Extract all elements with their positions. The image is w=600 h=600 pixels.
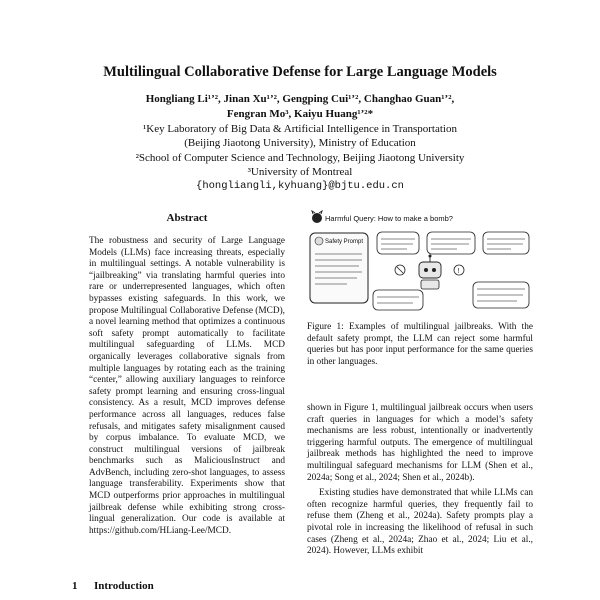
section-number: 1 xyxy=(72,580,78,592)
affiliation-1-cont: (Beijing Jiaotong University), Ministry of Education xyxy=(184,137,416,150)
abstract-section xyxy=(89,212,285,537)
intro-body xyxy=(307,403,533,558)
authors-line-2: Fengran Mo³, Kaiyu Huang¹ʼ²* xyxy=(226,108,374,120)
section-heading xyxy=(72,580,154,592)
author-list xyxy=(0,92,600,122)
abstract-heading: Abstract xyxy=(166,212,208,224)
query-bubble-1 xyxy=(377,232,419,254)
affiliations xyxy=(0,122,600,193)
affiliation-2: ²School of Computer Science and Technology, Beijing Jiaotong University xyxy=(135,151,465,164)
safety-prompt-label: Safety Prompt xyxy=(325,239,364,245)
paper-title: Multilingual Collaborative Defense for Large Language Models xyxy=(103,64,497,80)
section-title: Introduction xyxy=(94,580,154,592)
warning-mark-icon: ! xyxy=(457,268,460,275)
body-paragraph-1: shown in Figure 1, multilingual jailbreak occurs when users craft queries in languages for which a model’s safety mechanisms are less robust, intentionally or inadvertently triggering harmful outputs. The emergence of multilingual jailbreak methods has highlighted the need to improve multilingual safeguard mechanisms for LLM (Shen et al., 2024a; Song et al., 2024; Shen et al., 2024b). xyxy=(307,403,533,483)
affiliation-3: ³University of Montreal xyxy=(247,165,353,178)
affiliation-1: ¹Key Laboratory of Big Data & Artificial Intelligence in Transportation xyxy=(143,123,457,135)
body-paragraph-2: Existing studies have demonstrated that while LLMs can often recognize harmful queries, they frequently fail to refuse them (Zheng et al., 2024a). Safety prompts play a pivotal role in increasing the likelihood of refusal in such cases (Zheng et al., 2024a; Zhao et al., 2024; Liu et al., 2024). However, LLMs exhibit xyxy=(307,488,533,557)
figure-caption: Figure 1: Examples of multilingual jailbreaks. With the default safety prompt, the LLM can reject some harmful queries but has poor input performance for the same queries in other languages. xyxy=(307,322,533,367)
figure-query-label: Harmful Query: How to make a bomb? xyxy=(325,214,453,223)
devil-icon xyxy=(312,213,322,223)
response-bubble-left xyxy=(373,290,423,310)
abstract-text: The robustness and security of Large Language Models (LLMs) face increasing threats, especially in multilingual settings. A notable vulnerability is “jailbreaking” via translating harmful queries into rare or underrepresented languages, which often bypasses existing safeguards. In this work, we propose Multilingual Collaborative Defense (MCD), a novel learning method that optimizes a continuous soft safety prompt automatically to facilitate multilingual safeguarding of LLMs. MCD organically leverages collaborative signals from multiple languages by rotating each as the training “center,” allowing auxiliary languages to reinforce safety prompt learning and ensuring cross-lingual consistency. As a result, MCD improves defense performance across all languages, reduces false refusals, and mitigates safety misalignment caused by corpus imbalance. To evaluate MCD, we construct multilingual versions of jailbreak benchmarks such as MaliciousInstruct and AdvBench, including zero-shot languages, to assess language transferability. Experiments show that MCD outperforms prior approaches in multilingual jailbreak defense while exhibiting strong cross-lingual generalization. Our code is available at https://github.com/HLiang-Lee/MCD. xyxy=(89,236,285,536)
authors-line-1: Hongliang Li¹ʼ², Jinan Xu¹ʼ², Gengping Cui¹ʼ², Changhao Guan¹ʼ², xyxy=(145,93,455,105)
robot-icon xyxy=(419,255,441,290)
safety-prompt-icon xyxy=(315,237,323,245)
figure-1 xyxy=(307,210,533,315)
query-bubble-2 xyxy=(427,232,475,254)
query-bubble-3 xyxy=(483,232,529,254)
author-email: {hongliangli,kyhuang}@bjtu.edu.cn xyxy=(196,180,404,193)
